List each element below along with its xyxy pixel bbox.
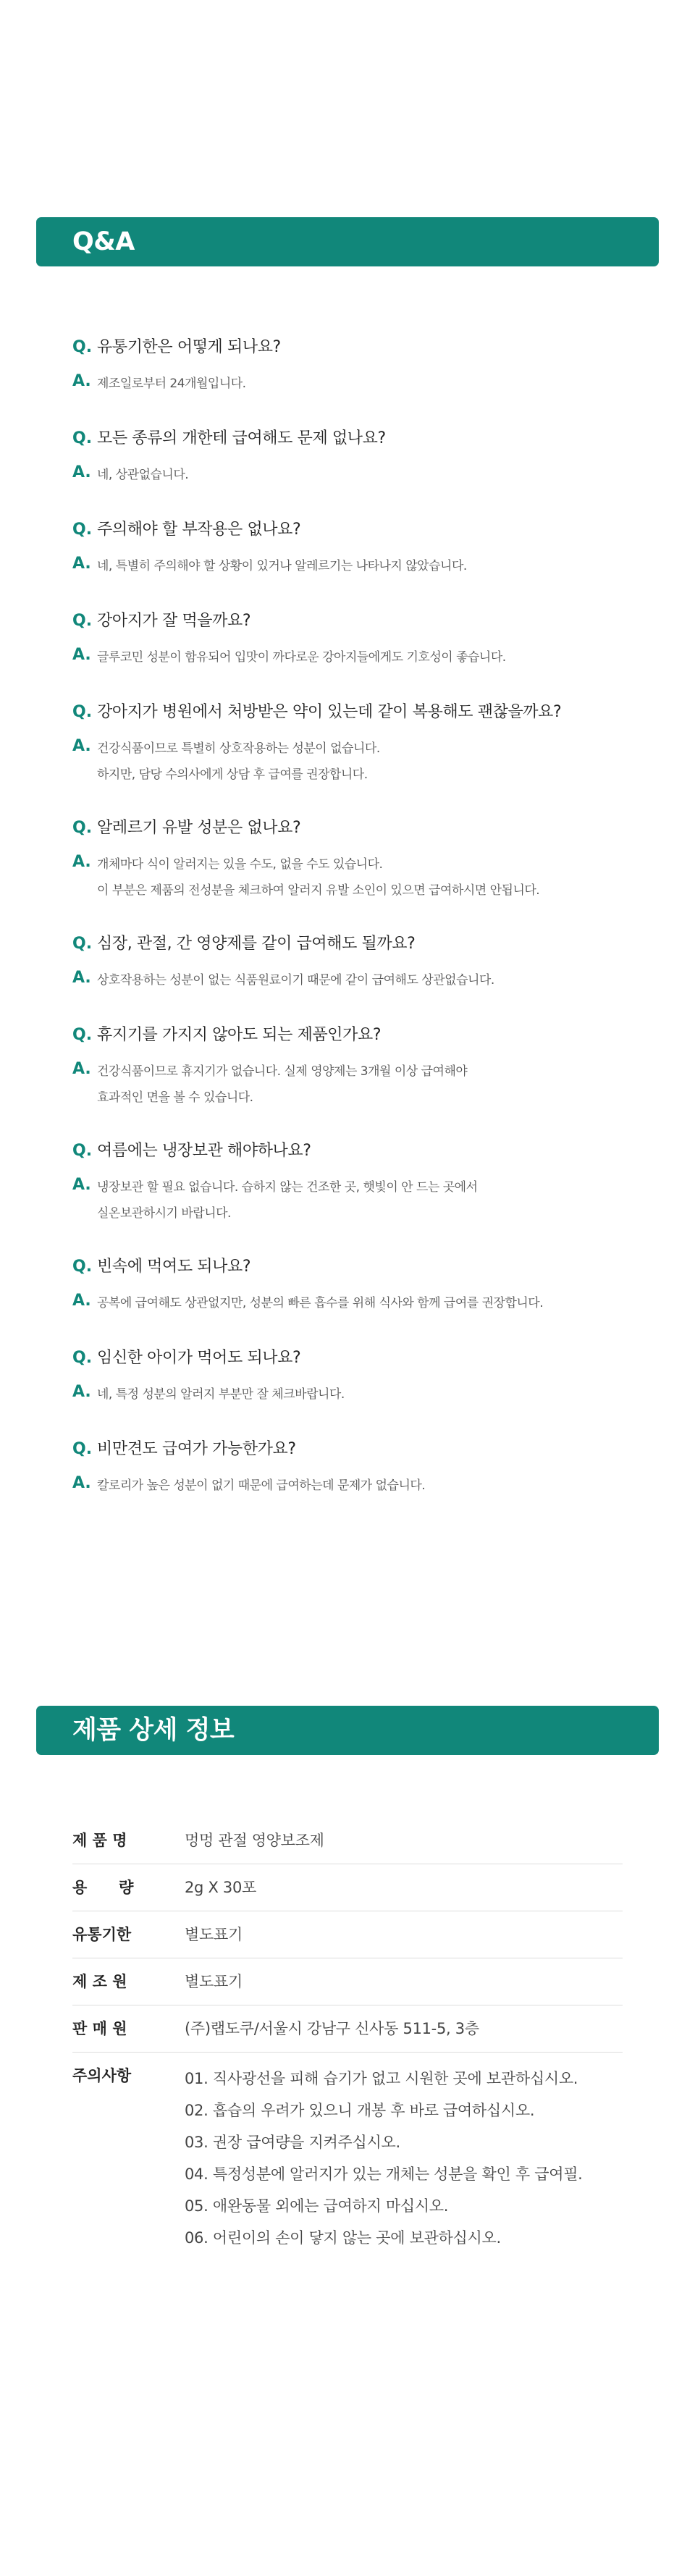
answer-mark: A. [72, 737, 91, 755]
answer-mark: A. [72, 1292, 91, 1310]
answer-row [72, 733, 637, 782]
caution-item: 02. 흡습의 우려가 있으니 개봉 후 바로 급여하십시오. [185, 2102, 535, 2119]
spec-value: 2g X 30포 [185, 1879, 257, 1896]
question-mark: Q. [72, 819, 93, 837]
answer-mark: A. [72, 463, 91, 481]
answer-text: 개체마다 식이 알러지는 있을 수도, 없을 수도 있습니다. [97, 857, 383, 872]
answer-row [72, 965, 637, 991]
question-row [72, 930, 637, 958]
answer-row [72, 1379, 637, 1405]
spec-label: 제 품 명 [72, 1832, 127, 1849]
caution-item: 04. 특정성분에 알러지가 있는 개체는 성분을 확인 후 급여필. [185, 2165, 583, 2183]
question-text: 비만견도 급여가 가능한가요? [97, 1440, 296, 1458]
question-text: 심장, 관절, 간 영양제를 같이 급여해도 될까요? [97, 935, 416, 953]
spec-row-capacity [72, 1864, 623, 1911]
answer-row [72, 1172, 637, 1221]
question-row [72, 334, 637, 361]
spec-row-manufacturer [72, 1958, 623, 2005]
answer-row [72, 460, 637, 486]
spec-row-expiry [72, 1911, 623, 1958]
answer-text: 상호작용하는 성분이 없는 식품원료이기 때문에 같이 급여해도 상관없습니다. [97, 973, 494, 988]
qa-item [72, 516, 637, 607]
spec-row-product-name [72, 1817, 623, 1864]
spec-section-header [36, 1706, 659, 1755]
answer-text: 냉장보관 할 필요 없습니다. 습하지 않는 건조한 곳, 햇빛이 안 드는 곳에서 [97, 1180, 478, 1195]
qa-item [72, 815, 637, 930]
question-mark: Q. [72, 1258, 93, 1276]
question-mark: Q. [72, 429, 93, 447]
answer-text: 하지만, 담당 수의사에게 상담 후 급여를 권장합니다. [97, 767, 368, 782]
spec-label: 제 조 원 [72, 1973, 127, 1990]
answer-mark: A. [72, 853, 91, 871]
question-row [72, 1022, 637, 1049]
answer-row [72, 1288, 637, 1314]
question-text: 빈속에 먹여도 되나요? [97, 1258, 251, 1276]
question-row [72, 1137, 637, 1165]
qa-item [72, 699, 637, 815]
spec-section-title: 제품 상세 정보 [72, 1716, 235, 1745]
question-text: 강아지가 병원에서 처방받은 약이 있는데 같이 복용해도 괜찮을까요? [97, 703, 562, 721]
qa-section-header [36, 217, 659, 266]
spec-table [72, 1817, 623, 2270]
caution-item: 06. 어린이의 손이 닿지 않는 곳에 보관하십시오. [185, 2229, 501, 2247]
question-row [72, 1436, 637, 1463]
question-mark: Q. [72, 338, 93, 356]
answer-row [72, 551, 637, 577]
answer-row [72, 1470, 637, 1497]
caution-list [185, 2063, 583, 2254]
question-row [72, 425, 637, 453]
spec-value: 별도표기 [185, 1926, 243, 1943]
qa-item [72, 334, 637, 425]
question-mark: Q. [72, 612, 93, 630]
question-row [72, 815, 637, 842]
question-text: 주의해야 할 부작용은 없나요? [97, 521, 301, 539]
spec-value: 별도표기 [185, 1973, 243, 1990]
qa-item [72, 1344, 637, 1436]
qa-section-title: Q&A [72, 227, 135, 256]
qa-item [72, 1253, 637, 1344]
answer-text: 네, 특별히 주의해야 할 상황이 있거나 알레르기는 나타나지 않았습니다. [97, 559, 467, 573]
answer-row [72, 642, 637, 668]
question-mark: Q. [72, 1349, 93, 1367]
question-row [72, 607, 637, 635]
answer-text: 이 부분은 제품의 전성분을 체크하여 알러지 유발 소인이 있으면 급여하시면 안됩니다. [97, 883, 540, 898]
question-text: 알레르기 유발 성분은 없나요? [97, 819, 301, 837]
answer-text: 칼로리가 높은 성분이 없기 때문에 급여하는데 문제가 없습니다. [97, 1478, 426, 1493]
answer-mark: A. [72, 372, 91, 390]
spec-value: 멍멍 관절 영양보조제 [185, 1832, 324, 1849]
question-text: 임신한 아이가 먹어도 되나요? [97, 1349, 301, 1367]
answer-text: 글루코민 성분이 함유되어 입맛이 까다로운 강아지들에게도 기호성이 좋습니다. [97, 650, 506, 665]
answer-text: 네, 상관없습니다. [97, 468, 189, 482]
question-mark: Q. [72, 1026, 93, 1044]
question-mark: Q. [72, 1142, 93, 1160]
answer-text: 효과적인 면을 볼 수 있습니다. [97, 1090, 253, 1105]
question-mark: Q. [72, 935, 93, 953]
question-row [72, 1344, 637, 1372]
answer-mark: A. [72, 1474, 91, 1492]
caution-item: 03. 권장 급여량을 지켜주십시오. [185, 2134, 400, 2151]
question-text: 휴지기를 가지지 않아도 되는 제품인가요? [97, 1026, 382, 1044]
answer-text: 건강식품이므로 특별히 상호작용하는 성분이 없습니다. [97, 741, 380, 756]
question-mark: Q. [72, 703, 93, 721]
spec-row-seller [72, 2005, 623, 2053]
spec-row-caution [72, 2053, 623, 2270]
question-mark: Q. [72, 1440, 93, 1458]
question-row [72, 699, 637, 726]
caution-item: 01. 직사광선을 피해 습기가 없고 시원한 곳에 보관하십시오. [185, 2070, 578, 2087]
answer-text: 네, 특정 성분의 알러지 부분만 잘 체크바랍니다. [97, 1387, 345, 1402]
question-text: 강아지가 잘 먹을까요? [97, 612, 251, 630]
qa-item [72, 1436, 637, 1527]
answer-text: 건강식품이므로 휴지기가 없습니다. 실제 영양제는 3개월 이상 급여해야 [97, 1064, 468, 1079]
answer-row [72, 849, 637, 898]
caution-item: 05. 애완동물 외에는 급여하지 마십시오. [185, 2197, 449, 2215]
qa-list [72, 334, 637, 1527]
answer-row [72, 369, 637, 395]
answer-mark: A. [72, 646, 91, 664]
qa-item [72, 425, 637, 516]
answer-row [72, 1056, 637, 1105]
spec-label: 판 매 원 [72, 2020, 127, 2037]
question-text: 모든 종류의 개한테 급여해도 문제 없나요? [97, 429, 386, 447]
spec-label: 주의사항 [72, 2067, 132, 2084]
qa-item [72, 930, 637, 1022]
qa-item [72, 1022, 637, 1137]
answer-text: 실온보관하시기 바랍니다. [97, 1206, 231, 1221]
question-row [72, 516, 637, 544]
answer-mark: A. [72, 969, 91, 987]
spec-label: 유통기한 [72, 1926, 132, 1943]
spec-label: 용 량 [72, 1879, 134, 1896]
question-mark: Q. [72, 521, 93, 539]
spec-value: (주)랩도쿠/서울시 강남구 신사동 511-5, 3층 [185, 2020, 479, 2037]
question-text: 유통기한은 어떻게 되나요? [97, 338, 281, 356]
answer-text: 공복에 급여해도 상관없지만, 성분의 빠른 흡수를 위해 식사와 함께 급여를 권장합니다. [97, 1296, 544, 1310]
qa-item [72, 1137, 637, 1253]
answer-mark: A. [72, 1060, 91, 1078]
question-row [72, 1253, 637, 1281]
answer-mark: A. [72, 555, 91, 573]
question-text: 여름에는 냉장보관 해야하나요? [97, 1142, 311, 1160]
answer-mark: A. [72, 1176, 91, 1194]
qa-item [72, 607, 637, 699]
answer-mark: A. [72, 1383, 91, 1401]
answer-text: 제조일로부터 24개월입니다. [97, 376, 246, 391]
